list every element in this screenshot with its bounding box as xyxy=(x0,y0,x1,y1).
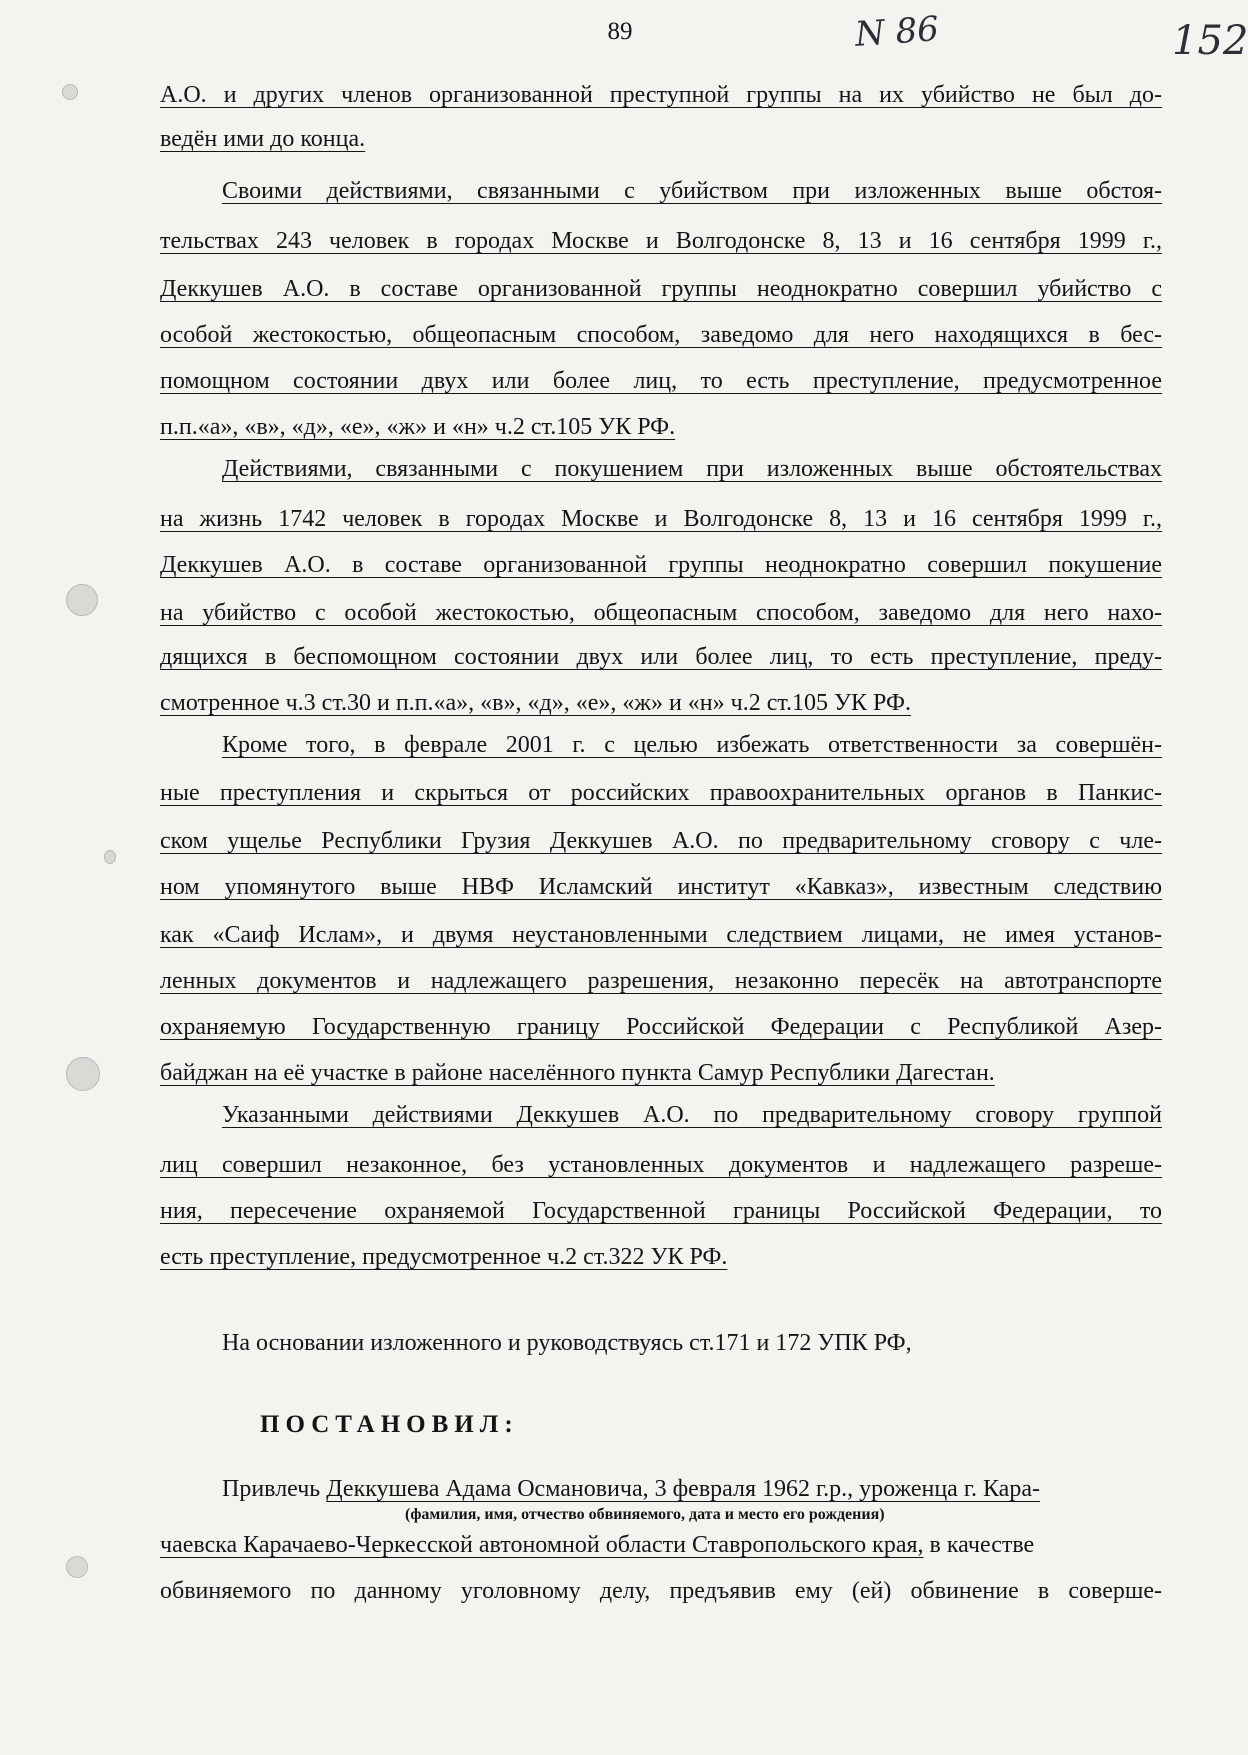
text-line: особой жестокостью, общеопасным способом, заведомо для него находящихся в бес- xyxy=(160,322,1162,348)
text-line: ные преступления и скрыться от российских правоохранительных органов в Панкис- xyxy=(160,780,1162,806)
binding-hole-icon xyxy=(66,584,98,616)
binding-hole-icon xyxy=(66,1057,100,1091)
binding-hole-icon xyxy=(62,84,78,100)
text-line: ведён ими до конца. xyxy=(160,126,366,152)
resolution-line-3: обвиняемого по данному уголовному делу, предъявив ему (ей) обвинение в соверше- xyxy=(160,1578,1162,1604)
text-line: дящихся в беспомощном состоянии двух или более лиц, то есть преступление, преду- xyxy=(160,644,1162,670)
text-line: А.О. и других членов организованной преступной группы на их убийство не был до- xyxy=(160,82,1162,108)
resolution-continuation: в качестве xyxy=(923,1532,1035,1558)
binding-hole-icon xyxy=(104,850,116,864)
text-line: Своими действиями, связанными с убийством при изложенных выше обстоя- xyxy=(222,178,1162,204)
resolution-heading: ПОСТАНОВИЛ: xyxy=(260,1411,519,1438)
resolution-line-2 xyxy=(160,1530,1162,1560)
binding-hole-icon xyxy=(66,1556,88,1578)
text-line: Указанными действиями Деккушев А.О. по предварительному сговору группой xyxy=(222,1102,1162,1128)
text-line: как «Саиф Ислам», и двумя неустановленными следствием лицами, не имея установ- xyxy=(160,922,1162,948)
text-line: ленных документов и надлежащего разрешения, незаконно пересёк на автотранспорте xyxy=(160,968,1162,994)
page-number: 89 xyxy=(607,18,633,45)
text-line: лиц совершил незаконное, без установленных документов и надлежащего разреше- xyxy=(160,1152,1162,1178)
text-line: ском ущелье Республики Грузия Деккушев А.О. по предварительному сговору с чле- xyxy=(160,828,1162,854)
text-line: п.п.«а», «в», «д», «е», «ж» и «н» ч.2 ст.105 УК РФ. xyxy=(160,414,676,440)
text-line: помощном состоянии двух или более лиц, то есть преступление, предусмотренное xyxy=(160,368,1162,394)
field-caption: (фамилия, имя, отчество обвиняемого, дата и место его рождения) xyxy=(405,1506,885,1523)
text-line: Кроме того, в феврале 2001 г. с целью избежать ответственности за совершён- xyxy=(222,732,1162,758)
text-line: на убийство с особой жестокостью, общеопасным способом, заведомо для него нахо- xyxy=(160,600,1162,626)
birthplace: чаевска Карачаево-Черкесской автономной области Ставропольского края, xyxy=(160,1532,924,1558)
corner-mark: 152 xyxy=(1172,18,1248,64)
text-line: Деккушев А.О. в составе организованной группы неоднократно совершил убийство с xyxy=(160,276,1162,302)
text-line: байджан на её участке в районе населённого пункта Самур Республики Дагестан. xyxy=(160,1060,995,1086)
accused-person: Деккушева Адама Османовича, 3 февраля 1962 г.р., уроженца г. Кара- xyxy=(326,1476,1040,1502)
text-line: смотренное ч.3 ст.30 и п.п.«а», «в», «д», «е», «ж» и «н» ч.2 ст.105 УК РФ. xyxy=(160,690,911,716)
text-line: на жизнь 1742 человек в городах Москве и Волгодонске 8, 13 и 16 сентября 1999 г., xyxy=(160,506,1162,532)
text-line: Действиями, связанными с покушением при изложенных выше обстоятельствах xyxy=(222,456,1162,482)
basis-text: На основании изложенного и руководствуясь ст.171 и 172 УПК РФ, xyxy=(222,1330,912,1356)
resolution-lead: Привлечь xyxy=(222,1476,321,1502)
text-line: есть преступление, предусмотренное ч.2 ст.322 УК РФ. xyxy=(160,1244,728,1270)
handwritten-number: N 86 xyxy=(853,9,941,55)
text-line: тельствах 243 человек в городах Москве и Волгодонске 8, 13 и 16 сентября 1999 г., xyxy=(160,228,1162,254)
text-line: охраняемую Государственную границу Российской Федерации с Республикой Азер- xyxy=(160,1014,1162,1040)
text-line: ном упомянутого выше НВФ Исламский институт «Кавказ», известным следствию xyxy=(160,874,1162,900)
resolution-line-1 xyxy=(222,1474,1162,1504)
text-line: ния, пересечение охраняемой Государственной границы Российской Федерации, то xyxy=(160,1198,1162,1224)
text-line: Деккушев А.О. в составе организованной группы неоднократно совершил покушение xyxy=(160,552,1162,578)
